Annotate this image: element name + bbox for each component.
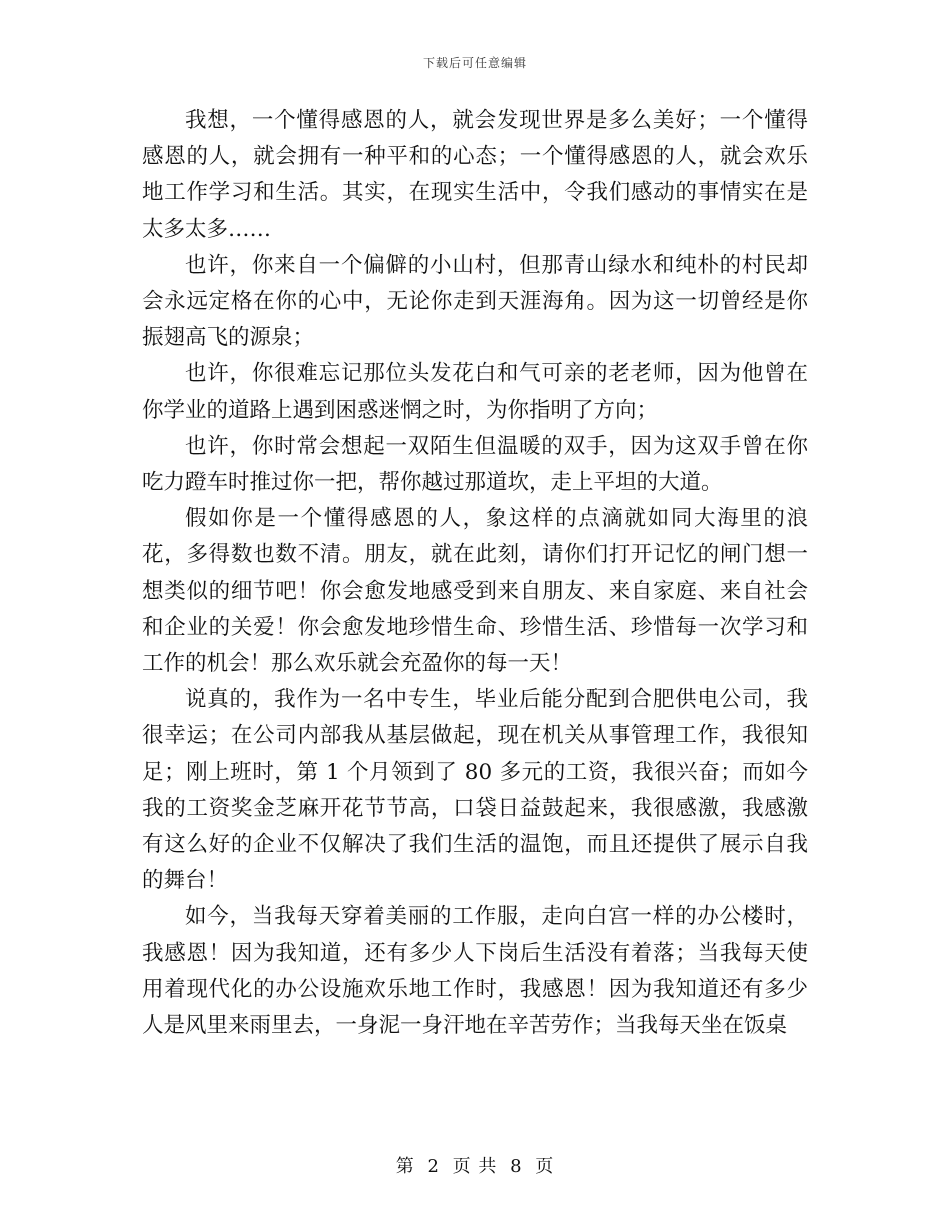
- footer-page-number: 2: [427, 1156, 440, 1177]
- page-header-note: 下载后可任意编辑: [422, 56, 527, 70]
- footer-prefix: 第: [395, 1156, 415, 1177]
- footer-suffix: 页: [535, 1156, 555, 1177]
- paragraph-3: 也许，你很难忘记那位头发花白和气可亲的老老师，因为他曾在你学业的道路上遇到困惑迷惘之时，为你指明了方向；: [142, 361, 808, 423]
- paragraph-4: 也许，你时常会想起一双陌生但温暖的双手，因为这双手曾在你吃力蹬车时推过你一把，帮你越过那道坎，走上平坦的大道。: [142, 433, 808, 496]
- paragraph-1: 我想，一个懂得感恩的人，就会发现世界是多么美好；一个懂得感恩的人，就会拥有一种平和的心态；一个懂得感恩的人，就会欢乐地工作学习和生活。其实，在现实生活中，令我们感动的事情实在是太多太多……: [142, 108, 808, 242]
- page-footer: [0, 1152, 950, 1178]
- footer-total-pages: 8: [510, 1156, 523, 1177]
- paragraph-6: 说真的，我作为一名中专生，毕业后能分配到合肥供电公司，我很幸运；在公司内部我从基层做起，现在机关从事管理工作，我很知足；刚上班时，第 1 个月领到了 80 多元的工资，我很兴奋；而如今我的工资奖金芝麻开花节节高，口袋日益鼓起来，我很感激，我感激有这么好的企业不仅解决了我们生活的温饱，而且还提供了展示自我的舞台！: [142, 687, 808, 894]
- document-body: [142, 103, 808, 1044]
- paragraph-2: 也许，你来自一个偏僻的小山村，但那青山绿水和纯朴的村民却会永远定格在你的心中，无论你走到天涯海角。因为这一切曾经是你振翅高飞的源泉；: [142, 252, 808, 351]
- paragraph-5: 假如你是一个懂得感恩的人，象这样的点滴就如同大海里的浪花，多得数也数不清。朋友，就在此刻，请你们打开记忆的闸门想一想类似的细节吧！你会愈发地感受到来自朋友、来自家庭、来自社会和企业的关爱！你会愈发地珍惜生命、珍惜生活、珍惜每一次学习和工作的机会！那么欢乐就会充盈你的每一天！: [142, 506, 808, 677]
- footer-middle: 页 共: [452, 1156, 498, 1177]
- paragraph-7: 如今，当我每天穿着美丽的工作服，走向白宫一样的办公楼时，我感恩！因为我知道，还有多少人下岗后生活没有着落；当我每天使用着现代化的办公设施欢乐地工作时，我感恩！因为我知道还有多少人是风里来雨里去，一身泥一身汗地在辛苦劳作；当我每天坐在饭桌: [142, 904, 808, 1039]
